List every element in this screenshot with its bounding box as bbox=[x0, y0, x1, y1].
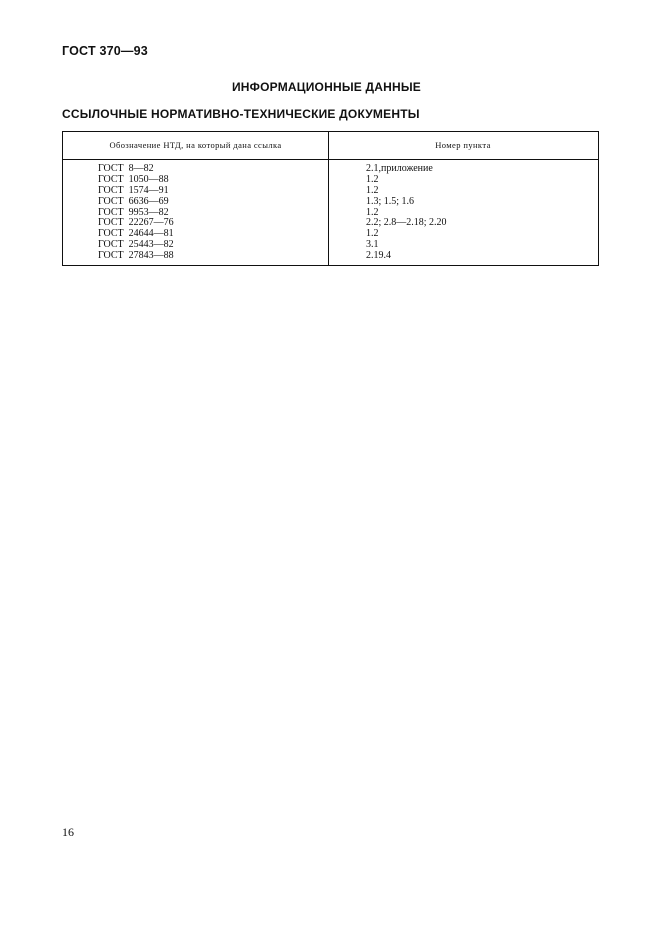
point-number-cell: 2.1,приложение bbox=[366, 163, 433, 174]
table-body bbox=[63, 164, 598, 262]
document-code-header: ГОСТ 370—93 bbox=[62, 44, 148, 58]
document-code-cell: ГОСТ 27843—88 bbox=[98, 250, 174, 262]
point-number-cell: 2.19.4 bbox=[366, 250, 391, 262]
page-number: 16 bbox=[62, 825, 74, 839]
column-header-document: Обозначение НТД, на который дана ссылка bbox=[109, 140, 282, 150]
document-code-cell: ГОСТ 8—82 bbox=[98, 163, 154, 174]
section-title bbox=[0, 80, 661, 94]
section-title-text: ИНФОРМАЦИОННЫЕ ДАННЫЕ bbox=[231, 80, 422, 94]
column-header-point: Номер пункта bbox=[435, 140, 491, 150]
document-code-cell: ГОСТ 24644—81 bbox=[98, 228, 174, 240]
point-number-cell: 1.3; 1.5; 1.6 bbox=[366, 195, 415, 207]
point-number-cell: 3.1 bbox=[366, 239, 379, 251]
references-table bbox=[62, 131, 599, 266]
document-code-cell: ГОСТ 1574—91 bbox=[98, 184, 169, 196]
document-code-cell: ГОСТ 6636—69 bbox=[98, 195, 169, 207]
point-number-cell: 1.2 bbox=[366, 184, 379, 196]
header-divider bbox=[63, 159, 598, 160]
table-row bbox=[63, 197, 598, 208]
point-number-cell: 1.2 bbox=[366, 206, 379, 218]
document-code-cell: ГОСТ 25443—82 bbox=[98, 239, 174, 251]
point-number-cell: 1.2 bbox=[366, 228, 379, 240]
document-code-cell: ГОСТ 9953—82 bbox=[98, 206, 169, 218]
document-code-cell: ГОСТ 22267—76 bbox=[98, 217, 174, 229]
table-row bbox=[63, 251, 598, 262]
subsection-title: ССЫЛОЧНЫЕ НОРМАТИВНО-ТЕХНИЧЕСКИЕ ДОКУМЕНТЫ bbox=[62, 107, 420, 121]
point-number-cell: 1.2 bbox=[366, 173, 379, 185]
document-code-cell: ГОСТ 1050—88 bbox=[98, 173, 169, 185]
point-number-cell: 2.2; 2.8—2.18; 2.20 bbox=[366, 217, 447, 229]
